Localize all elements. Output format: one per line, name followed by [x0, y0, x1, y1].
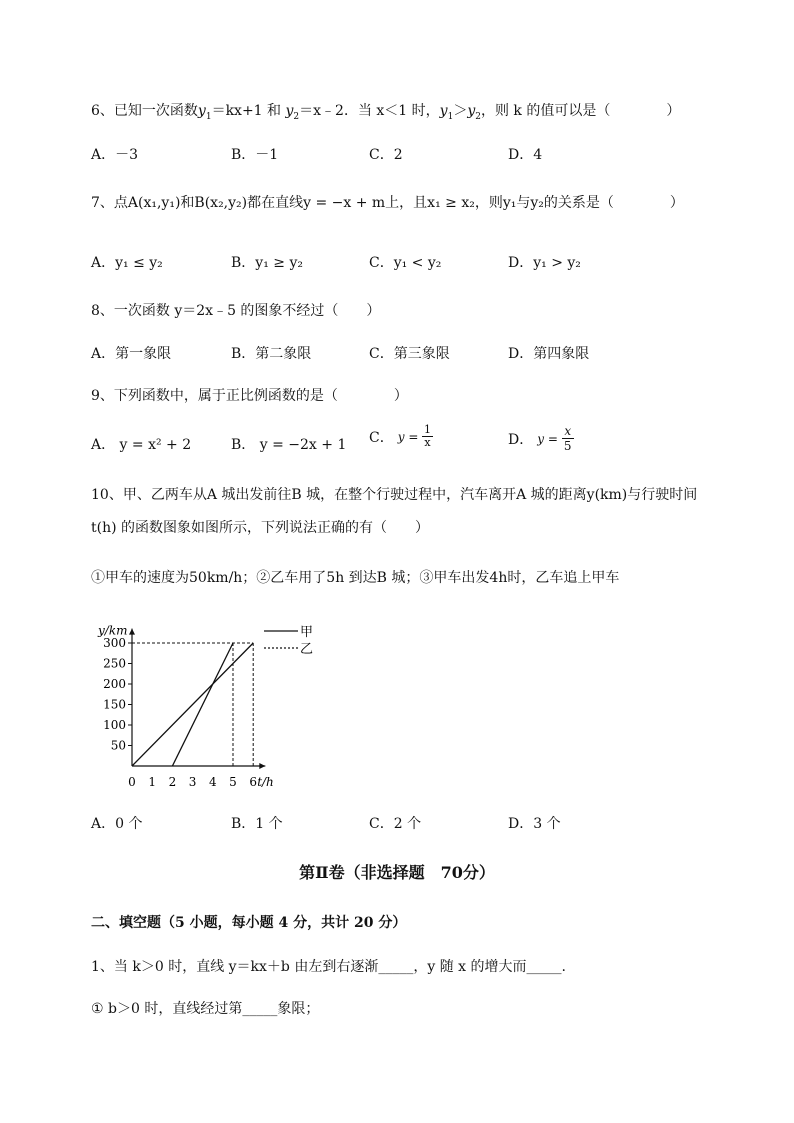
x-tick-label: 6 — [249, 775, 258, 789]
legend-label-yi: 乙 — [300, 642, 314, 657]
q7-option-c[interactable]: C．y₁ < y₂ — [369, 255, 442, 271]
q8-option-c[interactable]: C．第三象限 — [369, 346, 450, 362]
q6-option-a[interactable]: A．－3 — [91, 147, 139, 163]
x-tick-label: 5 — [229, 775, 237, 789]
q10-option-c[interactable]: C．2 个 — [369, 816, 422, 832]
q10-option-b[interactable]: B．1 个 — [231, 816, 283, 832]
x-tick-label: 1 — [148, 775, 157, 789]
question-10-line1: 10、甲、乙两车从A 城出发前往B 城，在整个行驶过程中，汽车离开A 城的距离y(km)与行驶时间 — [91, 487, 698, 503]
y-tick-label: 200 — [103, 677, 126, 691]
q7-option-b[interactable]: B．y₁ ≥ y₂ — [231, 255, 303, 271]
legend-label-jia: 甲 — [300, 625, 314, 640]
x-tick-label: 3 — [188, 775, 197, 789]
y-tick-label: 100 — [103, 718, 126, 732]
y-axis-label: y/km — [98, 623, 128, 638]
q9-option-d[interactable]: D． y = $\frac{x}{5}$ — [508, 424, 572, 453]
y-tick-label: 300 — [103, 636, 126, 650]
y-tick-label: 50 — [110, 738, 126, 753]
y-axis-arrow — [129, 629, 135, 635]
y-tick-label: 250 — [103, 656, 126, 671]
fill-question-1: 1、当 k＞0 时，直线 y＝kx＋b 由左到右逐渐_____，y 随 x 的增大而_____. — [91, 959, 566, 975]
q7-option-d[interactable]: D．y₁ > y₂ — [508, 255, 581, 271]
q6-option-d[interactable]: D．4 — [508, 147, 543, 163]
question-9: 9、下列函数中，属于正比例函数的是（ ） — [91, 388, 408, 404]
fill-question-1-sub1: ① b＞0 时，直线经过第_____象限； — [91, 1001, 320, 1017]
x-axis-arrow — [259, 763, 265, 769]
distance-time-chart — [90, 610, 320, 790]
q7-option-a[interactable]: A．y₁ ≤ y₂ — [91, 255, 163, 271]
question-7: 7、点A(x₁,y₁)和B(x₂,y₂)都在直线y = −x + m上，且x₁ ≥ x₂，则y₁与y₂的关系是（ ） — [91, 195, 684, 211]
fraction: $\frac{x}{5}$ — [563, 424, 572, 453]
q10-option-d[interactable]: D．3 个 — [508, 816, 561, 832]
q9-option-a[interactable]: A． y = x² + 2 — [91, 437, 192, 453]
x-tick-label: 4 — [208, 775, 217, 789]
part-2-header: 二、填空题（5 小题，每小题 4 分，共计 20 分） — [91, 915, 407, 931]
q8-option-a[interactable]: A．第一象限 — [91, 346, 172, 362]
question-10-statements: ①甲车的速度为50km/h；②乙车用了5h 到达B 城；③甲车出发4h时，乙车追上甲车 — [91, 570, 620, 586]
question-8: 8、一次函数 y＝2x﹣5 的图象不经过（ ） — [91, 303, 381, 319]
section-2-title: 第Ⅱ卷（非选择题 70分） — [299, 863, 495, 882]
q9-option-c[interactable]: C． y = $\frac{1}{x}$ — [369, 423, 431, 449]
series-line-jia — [132, 643, 253, 766]
q6-option-b[interactable]: B．－1 — [231, 147, 279, 163]
series-line-yi — [172, 643, 233, 766]
x-tick-label: 2 — [168, 775, 177, 789]
q6-option-c[interactable]: C．2 — [369, 147, 403, 163]
q10-option-a[interactable]: A．0 个 — [91, 816, 143, 832]
q8-option-b[interactable]: B．第二象限 — [231, 346, 312, 362]
x-tick-label: 0 — [128, 775, 136, 789]
q8-option-d[interactable]: D．第四象限 — [508, 346, 590, 362]
q9-option-b[interactable]: B． y = −2x + 1 — [231, 437, 347, 453]
question-10-line2: t(h) 的函数图象如图所示，下列说法正确的有（ ） — [91, 520, 430, 536]
x-axis-label: t/h — [257, 775, 274, 789]
question-6: 6、已知一次函数$y_1=kx+1$ 和 $y_2=x﹣2$．当 x＜1 时，$y_1>y_2$，则 k 的值可以是（ ） — [91, 103, 681, 122]
y-tick-label: 150 — [103, 697, 126, 712]
fraction: $\frac{1}{x}$ — [423, 423, 431, 449]
